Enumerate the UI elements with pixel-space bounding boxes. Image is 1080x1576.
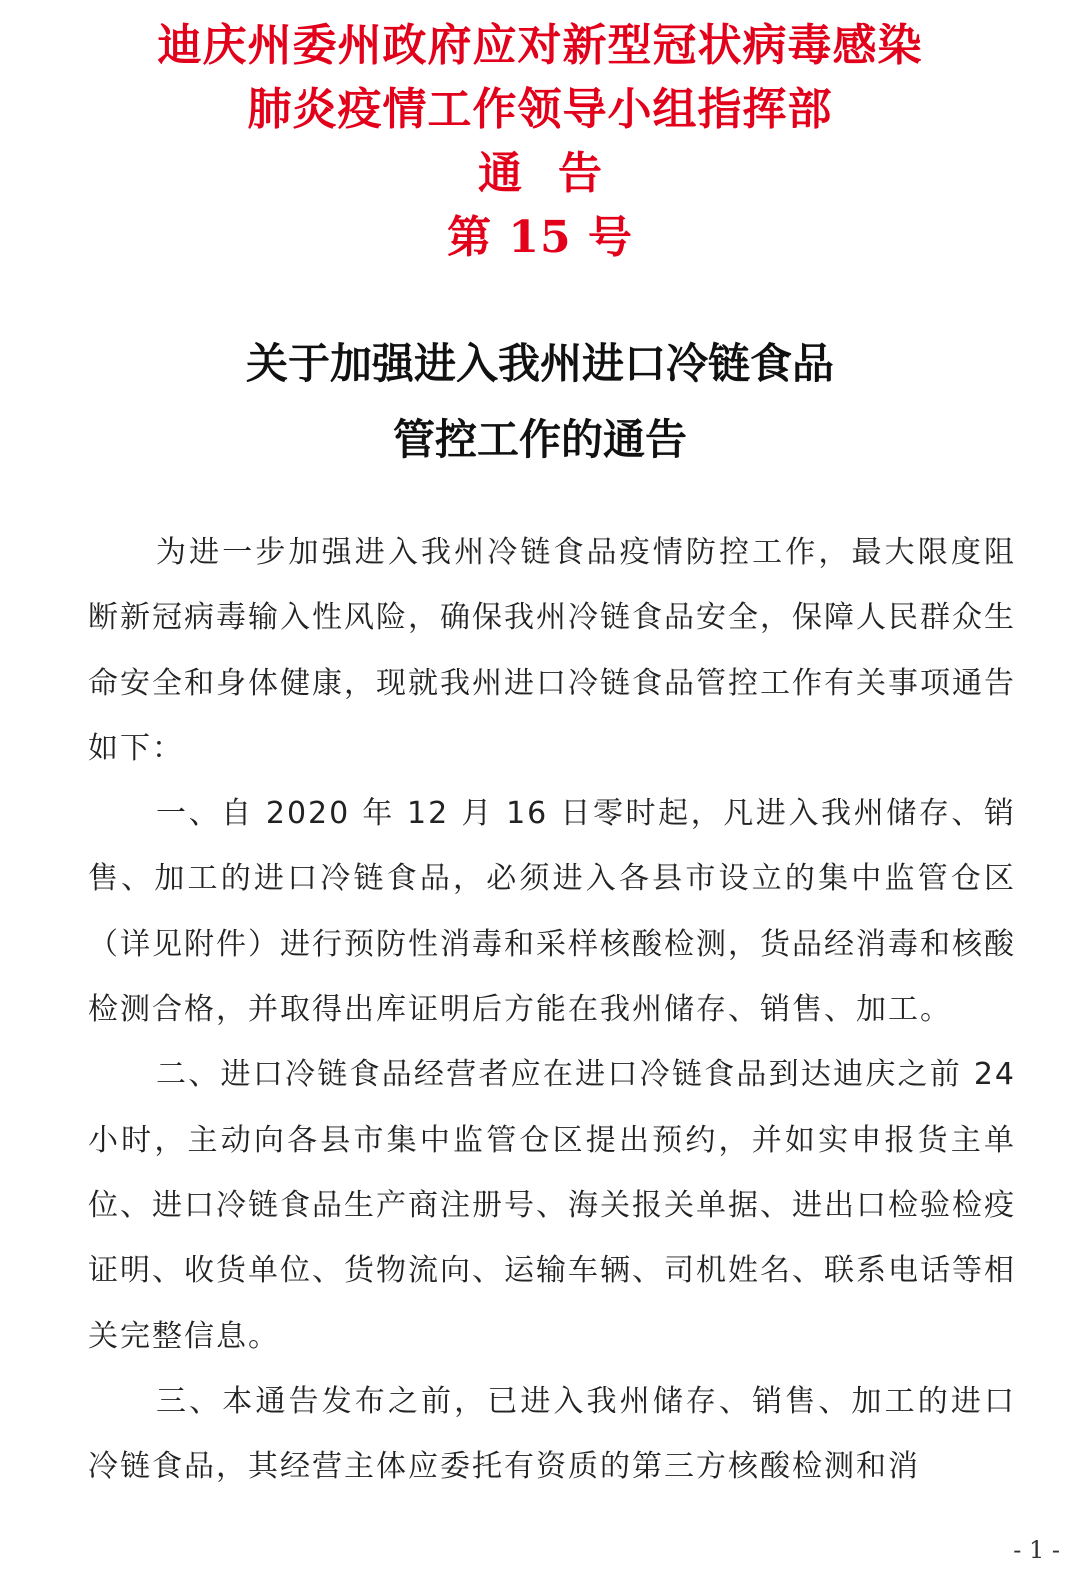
title-line-2: 管控工作的通告 <box>392 415 687 464</box>
document-title <box>0 326 1080 478</box>
document-body <box>88 520 1016 1499</box>
notice-label: 通告 <box>478 148 638 199</box>
title-line-1: 关于加强进入我州进口冷链食品 <box>245 339 834 388</box>
item-three-paragraph: 三、本通告发布之前，已进入我州储存、销售、加工的进口冷链食品，其经营主体应委托有资质的第三方核酸检测和消 <box>88 1383 1016 1485</box>
item-one-paragraph: 一、自 2020 年 12 月 16 日零时起，凡进入我州储存、销售、加工的进口冷链食品，必须进入各县市设立的集中监管仓区（详见附件）进行预防性消毒和采样核酸检测，货品经消毒和核酸检测合格，并取得出库证明后方能在我州储存、销售、加工。 <box>88 796 1016 1028</box>
page-number: - 1 - <box>1013 1536 1060 1564</box>
issuer-line-1: 迪庆州委州政府应对新型冠状病毒感染 <box>157 20 923 71</box>
issuer-line-2: 肺炎疫情工作领导小组指挥部 <box>247 84 833 135</box>
intro-paragraph: 为进一步加强进入我州冷链食品疫情防控工作，最大限度阻断新冠病毒输入性风险，确保我州冷链食品安全，保障人民群众生命安全和身体健康，现就我州进口冷链食品管控工作有关事项通告如下： <box>88 535 1016 766</box>
notice-number: 第 15 号 <box>447 212 633 263</box>
issuer-header <box>0 14 1080 270</box>
item-two-paragraph: 二、进口冷链食品经营者应在进口冷链食品到达迪庆之前 24 小时，主动向各县市集中监管仓区提出预约，并如实申报货主单位、进口冷链食品生产商注册号、海关报关单据、进出口检验检疫证明、收货单位、货物流向、运输车辆、司机姓名、联系电话等相关完整信息。 <box>88 1057 1016 1354</box>
